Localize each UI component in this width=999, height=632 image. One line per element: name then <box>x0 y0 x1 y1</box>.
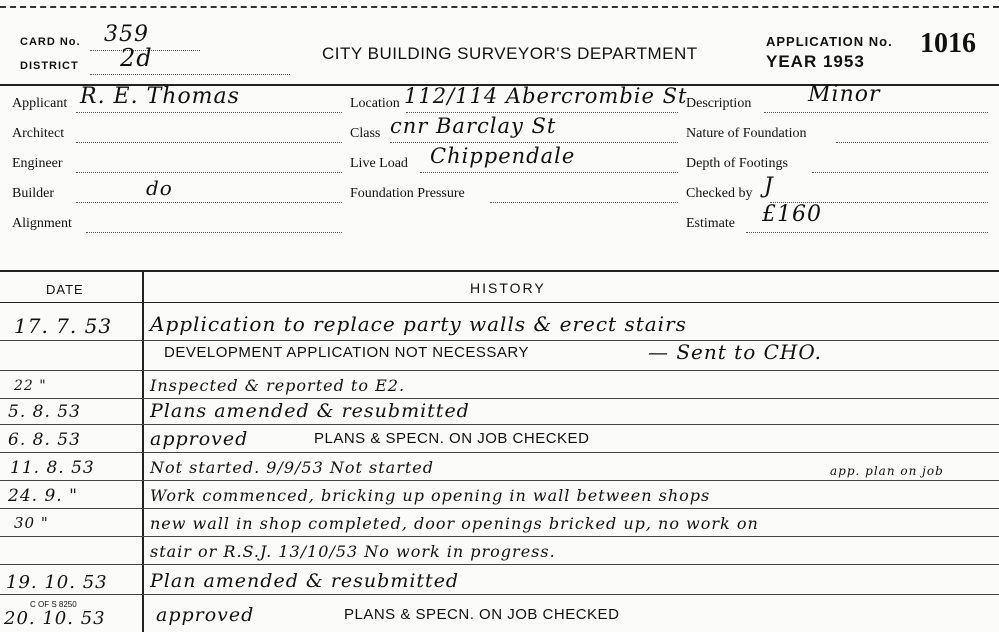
nature-of-foundation-label: Nature of Foundation <box>686 126 807 141</box>
row-history-text: stair or R.S.J. 13/10/53 No work in progress. <box>150 542 556 561</box>
row-rule <box>0 370 999 371</box>
checked-by-label: Checked by <box>686 186 753 201</box>
live-load-label: Live Load <box>350 156 408 171</box>
row-date: 22 " <box>14 378 47 394</box>
row-history-text: Application to replace party walls & erect stairs <box>150 312 687 336</box>
year-label: YEAR 1953 <box>766 52 865 71</box>
builder-value: do <box>146 176 173 200</box>
plans-checked-stamp: PLANS & SPECN. ON JOB CHECKED <box>344 606 620 623</box>
row-rule <box>0 398 999 399</box>
row-date: 24. 9. " <box>8 486 78 506</box>
plans-checked-stamp: PLANS & SPECN. ON JOB CHECKED <box>314 430 590 447</box>
checked-by-value: J <box>764 174 774 199</box>
row-rule <box>0 340 999 341</box>
row-history-note: app. plan on job <box>830 464 944 478</box>
table-top-rule <box>0 270 999 272</box>
row-date: 19. 10. 53 <box>6 572 108 593</box>
row-date: 20. 10. 53 <box>4 608 106 629</box>
row-history-extra: — Sent to CHO. <box>648 340 822 364</box>
row-rule <box>0 480 999 481</box>
history-header: HISTORY <box>470 280 546 296</box>
class-label: Class <box>350 126 381 141</box>
builder-line <box>76 202 342 203</box>
district-line <box>90 74 290 75</box>
engineer-label: Engineer <box>12 156 63 171</box>
development-stamp: DEVELOPMENT APPLICATION NOT NECESSARY <box>164 344 529 361</box>
depth-line <box>812 172 988 173</box>
district-label: DISTRICT <box>20 60 79 72</box>
row-date: 30 " <box>14 514 49 532</box>
architect-label: Architect <box>12 126 65 141</box>
alignment-label: Alignment <box>12 216 72 231</box>
application-no-value: 1016 <box>920 28 976 59</box>
description-label: Description <box>686 96 752 111</box>
alignment-line <box>86 232 342 233</box>
engineer-line <box>76 172 342 173</box>
builder-label: Builder <box>12 186 54 201</box>
foundation-pressure-line <box>490 202 678 203</box>
row-date: 5. 8. 53 <box>8 402 81 422</box>
foundation-pressure-label: Foundation Pressure <box>350 186 465 201</box>
applicant-line <box>76 112 342 113</box>
row-history-text: Not started. 9/9/53 Not started <box>150 458 434 477</box>
row-rule <box>0 564 999 565</box>
top-dashed-border <box>0 6 999 8</box>
row-history-text: Plan amended & resubmitted <box>150 570 460 592</box>
application-no-label: APPLICATION No. <box>766 34 893 49</box>
table-header-rule <box>0 302 999 303</box>
department-title: CITY BUILDING SURVEYOR'S DEPARTMENT <box>322 44 698 63</box>
row-rule <box>0 536 999 537</box>
row-date: 17. 7. 53 <box>14 314 113 338</box>
row-date: 6. 8. 53 <box>8 430 81 450</box>
estimate-value: £160 <box>762 202 822 227</box>
architect-line <box>76 142 342 143</box>
row-history-text: Inspected & reported to E2. <box>150 376 406 395</box>
cofs-mark: C OF S 8250 <box>30 600 77 609</box>
description-value: Minor <box>808 82 881 107</box>
date-header: DATE <box>46 282 84 297</box>
row-rule <box>0 452 999 453</box>
row-history-text: approved <box>150 428 249 450</box>
estimate-line <box>746 232 988 233</box>
row-rule <box>0 508 999 509</box>
live-load-value: Chippendale <box>430 144 576 168</box>
location-label: Location <box>350 96 400 111</box>
location-value: 112/114 Abercrombie St <box>404 84 688 108</box>
card-no-value: 359 <box>104 22 149 47</box>
description-line <box>764 112 988 113</box>
column-divider <box>142 270 144 632</box>
location-line <box>406 112 678 113</box>
row-history-text: Work commenced, bricking up opening in wall between shops <box>150 486 711 505</box>
class-value: cnr Barclay St <box>390 114 557 138</box>
nature-line <box>836 142 988 143</box>
depth-of-footings-label: Depth of Footings <box>686 156 788 171</box>
row-history-text: approved <box>156 604 255 626</box>
row-rule <box>0 594 999 595</box>
applicant-value: R. E. Thomas <box>80 84 240 109</box>
live-load-line <box>420 172 678 173</box>
row-date: 11. 8. 53 <box>10 458 95 478</box>
row-history-text: new wall in shop completed, door openings bricked up, no work on <box>150 514 759 533</box>
row-rule <box>0 424 999 425</box>
applicant-label: Applicant <box>12 96 68 111</box>
district-value: 2d <box>120 44 153 72</box>
class-line <box>390 142 678 143</box>
row-history-text: Plans amended & resubmitted <box>150 400 470 422</box>
card-no-label: CARD No. <box>20 36 81 48</box>
estimate-label: Estimate <box>686 216 735 231</box>
